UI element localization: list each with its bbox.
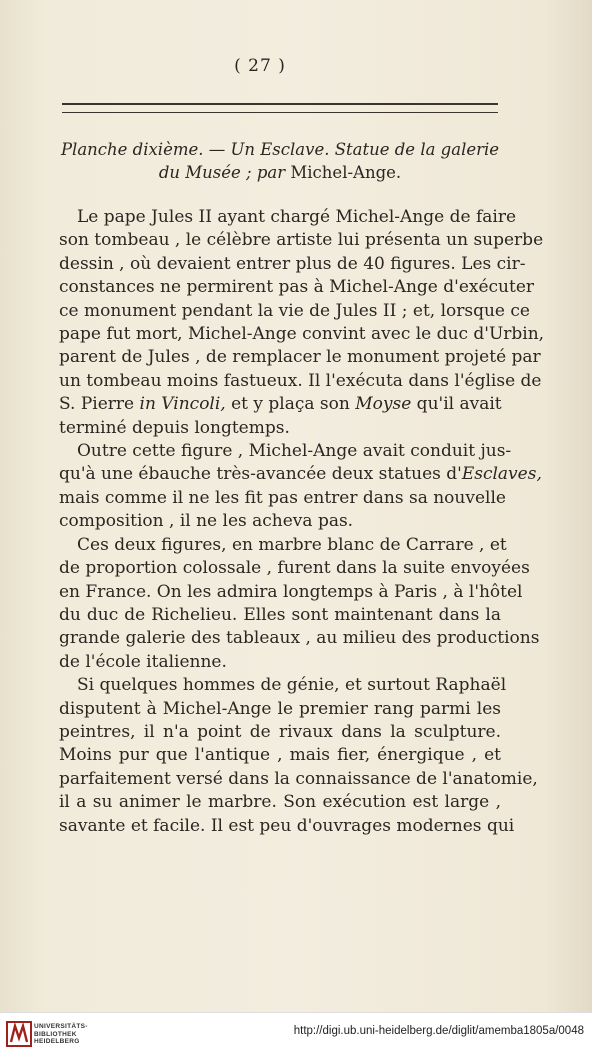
text-line: savante et facile. Il est peu d'ouvrages modernes qui [59, 815, 515, 836]
text-line: un tombeau moins fastueux. Il l'exécuta dans l'église de [59, 370, 542, 391]
text-segment: qu'à une ébauche très-avancée deux statues d' [59, 464, 462, 485]
page-number: ( 27 ) [234, 56, 286, 76]
text-line: de l'école italienne. [59, 651, 227, 672]
viewer-footer [0, 1012, 592, 1055]
text-line: terminé depuis longtemps. [59, 417, 290, 438]
text-line: de proportion colossale , furent dans la suite envoyées [59, 558, 530, 579]
text-line: disputent à Michel-Ange le premier rang parmi les [59, 698, 501, 719]
italic-place-name: in Vincoli, [139, 394, 226, 415]
text-line: peintres, il n'a point de rivaux dans la sculpture. [59, 721, 501, 742]
text-line: composition , il ne les acheva pas. [59, 511, 354, 532]
paragraph-3 [59, 534, 540, 674]
header-rule-thin [62, 112, 498, 113]
text-line: son tombeau , le célèbre artiste lui présenta un superbe [59, 230, 544, 251]
text-line: ce monument pendant la vie de Jules II ; et, lorsque ce [59, 300, 530, 321]
paragraph-2 [59, 440, 542, 534]
heading-artist-name: Michel-Ange. [285, 163, 402, 182]
heading-line-2-italic: du Musée ; par [158, 163, 286, 182]
text-line: parent de Jules , de remplacer le monument projeté par [59, 347, 541, 368]
text-line: Le pape Jules II ayant chargé Michel-Ange de faire [77, 207, 517, 227]
text-line: Moins pur que l'antique , mais fier, énergique , et [59, 745, 501, 766]
text-line: en France. On les admira longtemps à Paris , à l'hôtel [59, 581, 523, 602]
plate-heading [60, 138, 500, 184]
text-line: du duc de Richelieu. Elles sont maintenant dans la [59, 604, 501, 625]
text-line [59, 463, 542, 486]
text-line: dessin , où devaient entrer plus de 40 figures. Les cir- [59, 253, 526, 274]
text-line: mais comme il ne les fit pas entrer dans sa nouvelle [59, 487, 506, 508]
italic-work-name: Esclaves, [461, 464, 542, 485]
paragraph-4 [59, 674, 538, 838]
text-segment: S. Pierre [59, 394, 140, 415]
text-segment: qu'il avait [411, 394, 502, 415]
article-body [59, 206, 545, 838]
university-library-logo-icon [6, 1020, 32, 1048]
header-rule-thick [62, 103, 498, 105]
text-line: pape fut mort, Michel-Ange convint avec le duc d'Urbin, [59, 324, 545, 345]
library-name-line: HEIDELBERG [34, 1038, 80, 1045]
library-name-line: UNIVERSITÄTS- [34, 1023, 88, 1030]
text-line: Si quelques hommes de génie, et surtout Raphaël [77, 675, 507, 696]
paragraph-1 [59, 206, 545, 440]
text-line: Outre cette figure , Michel-Ange avait conduit jus- [77, 441, 512, 462]
text-line [59, 393, 501, 416]
library-name-line: BIBLIOTHEK [34, 1030, 77, 1038]
library-name [34, 1023, 88, 1046]
text-line: il a su animer le marbre. Son exécution est large , [59, 792, 501, 813]
text-line: constances ne permirent pas à Michel-Ange d'exécuter [59, 277, 535, 298]
italic-work-name: Moyse [355, 394, 412, 415]
text-line: Ces deux figures, en marbre blanc de Carrare , et [77, 534, 507, 555]
text-line: parfaitement versé dans la connaissance de l'anatomie, [59, 768, 538, 789]
text-segment: et y plaça son [225, 394, 356, 415]
heading-line-1: Planche dixième. — Un Esclave. Statue de la galerie [60, 140, 500, 159]
permalink-url[interactable]: http://digi.ub.uni-heidelberg.de/diglit/amemba1805a/0048 [293, 1025, 584, 1037]
text-line: grande galerie des tableaux , au milieu des productions [59, 628, 540, 649]
